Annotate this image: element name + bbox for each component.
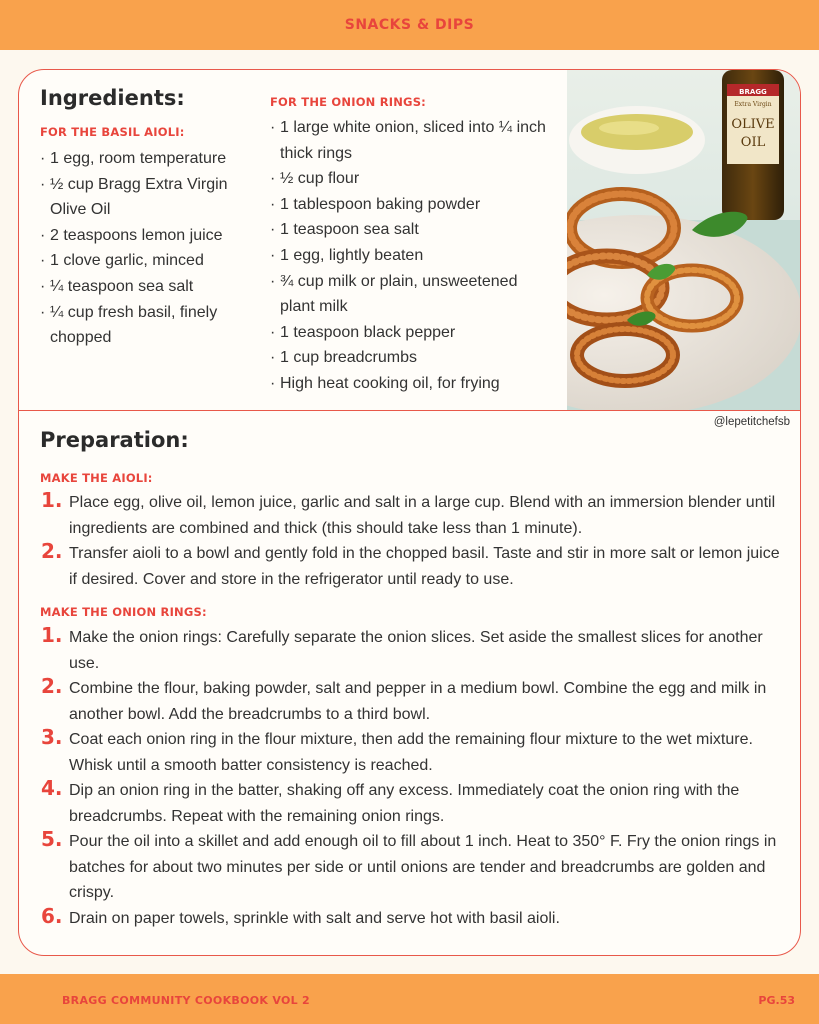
list-item: · 1 cup breadcrumbs: [270, 345, 555, 371]
step-number: 3.: [41, 725, 63, 749]
aioli-method-label: MAKE THE AIOLI:: [40, 471, 153, 485]
ingredients-heading: Ingredients:: [40, 86, 185, 110]
aioli-step: [41, 541, 791, 592]
rings-step: [41, 778, 791, 829]
step-text: Pour the oil into a skillet and add enough oil to fill about 1 inch. Heat to 350° F. Fry the onion rings in batches for about two minutes per side or until onions are tender and breadcrumbs are golden and crispy.: [69, 833, 777, 902]
food-photo-illustration: [567, 70, 801, 410]
recipe-card: [18, 69, 801, 956]
bottle-brand-text: BRAGG: [739, 88, 767, 96]
bottle-label-line1: OLIVE: [731, 117, 775, 132]
photo-credit: @lepetitchefsb: [713, 416, 790, 428]
list-item: · ¾ cup milk or plain, unsweetened plant milk: [270, 269, 555, 320]
list-item: · 1 egg, room temperature: [40, 146, 250, 172]
rings-step: [41, 906, 791, 932]
bottle-label-line2: OIL: [740, 135, 766, 150]
step-number: 2.: [41, 539, 63, 563]
list-item: · 2 teaspoons lemon juice: [40, 223, 250, 249]
step-number: 4.: [41, 776, 63, 800]
top-banner: [0, 0, 819, 50]
step-text: Drain on paper towels, sprinkle with salt and serve hot with basil aioli.: [69, 910, 560, 927]
rings-ingredients-label: FOR THE ONION RINGS:: [270, 95, 426, 109]
step-text: Place egg, olive oil, lemon juice, garlic and salt in a large cup. Blend with an immersion blender until ingredients are combined and thick (this should take less than 1 minute).: [69, 494, 776, 537]
step-text: Combine the flour, baking powder, salt and pepper in a medium bowl. Combine the egg and milk in another bowl. Add the breadcrumbs to a third bowl.: [69, 680, 767, 723]
step-number: 6.: [41, 904, 63, 928]
step-number: 2.: [41, 674, 63, 698]
list-item: · ½ cup Bragg Extra Virgin Olive Oil: [40, 172, 250, 223]
cookbook-title: BRAGG COMMUNITY COOKBOOK VOL 2: [62, 994, 311, 1007]
step-text: Make the onion rings: Carefully separate the onion slices. Set aside the smallest slices for another use.: [69, 629, 763, 672]
preparation-heading: Preparation:: [40, 428, 189, 452]
list-item: · ¼ cup fresh basil, finely chopped: [40, 300, 250, 351]
section-divider: [19, 410, 800, 411]
rings-method-label: MAKE THE ONION RINGS:: [40, 605, 207, 619]
aioli-ingredient-list: [40, 146, 250, 351]
step-number: 1.: [41, 623, 63, 647]
step-number: 1.: [41, 488, 63, 512]
step-text: Transfer aioli to a bowl and gently fold in the chopped basil. Taste and stir in more salt or lemon juice if desired. Cover and store in the refrigerator until ready to use.: [69, 545, 780, 588]
list-item: · 1 tablespoon baking powder: [270, 192, 555, 218]
section-title: SNACKS & DIPS: [344, 17, 475, 33]
rings-step: [41, 676, 791, 727]
rings-step: [41, 727, 791, 778]
list-item: · 1 egg, lightly beaten: [270, 243, 555, 269]
list-item: · 1 teaspoon black pepper: [270, 320, 555, 346]
rings-step: [41, 625, 791, 676]
list-item: · ½ cup flour: [270, 166, 555, 192]
list-item: · High heat cooking oil, for frying: [270, 371, 555, 397]
onion-rings-photo: [567, 70, 801, 410]
step-text: Dip an onion ring in the batter, shaking off any excess. Immediately coat the onion ring with the breadcrumbs. Repeat with the remaining onion rings.: [69, 782, 740, 825]
bottle-top-text: Extra Virgin: [734, 101, 772, 108]
list-item: · 1 large white onion, sliced into ¼ inch thick rings: [270, 115, 555, 166]
list-item: · 1 teaspoon sea salt: [270, 217, 555, 243]
step-text: Coat each onion ring in the flour mixture, then add the remaining flour mixture to the wet mixture. Whisk until a smooth batter consistency is reached.: [69, 731, 753, 774]
step-number: 5.: [41, 827, 63, 851]
page-number: PG.53: [758, 994, 795, 1007]
aioli-step: [41, 490, 791, 541]
list-item: · ¼ teaspoon sea salt: [40, 274, 250, 300]
rings-ingredient-list: [270, 115, 555, 397]
aioli-ingredients-label: FOR THE BASIL AIOLI:: [40, 125, 185, 139]
list-item: · 1 clove garlic, minced: [40, 248, 250, 274]
rings-step: [41, 829, 791, 906]
footer-banner: [0, 974, 819, 1024]
